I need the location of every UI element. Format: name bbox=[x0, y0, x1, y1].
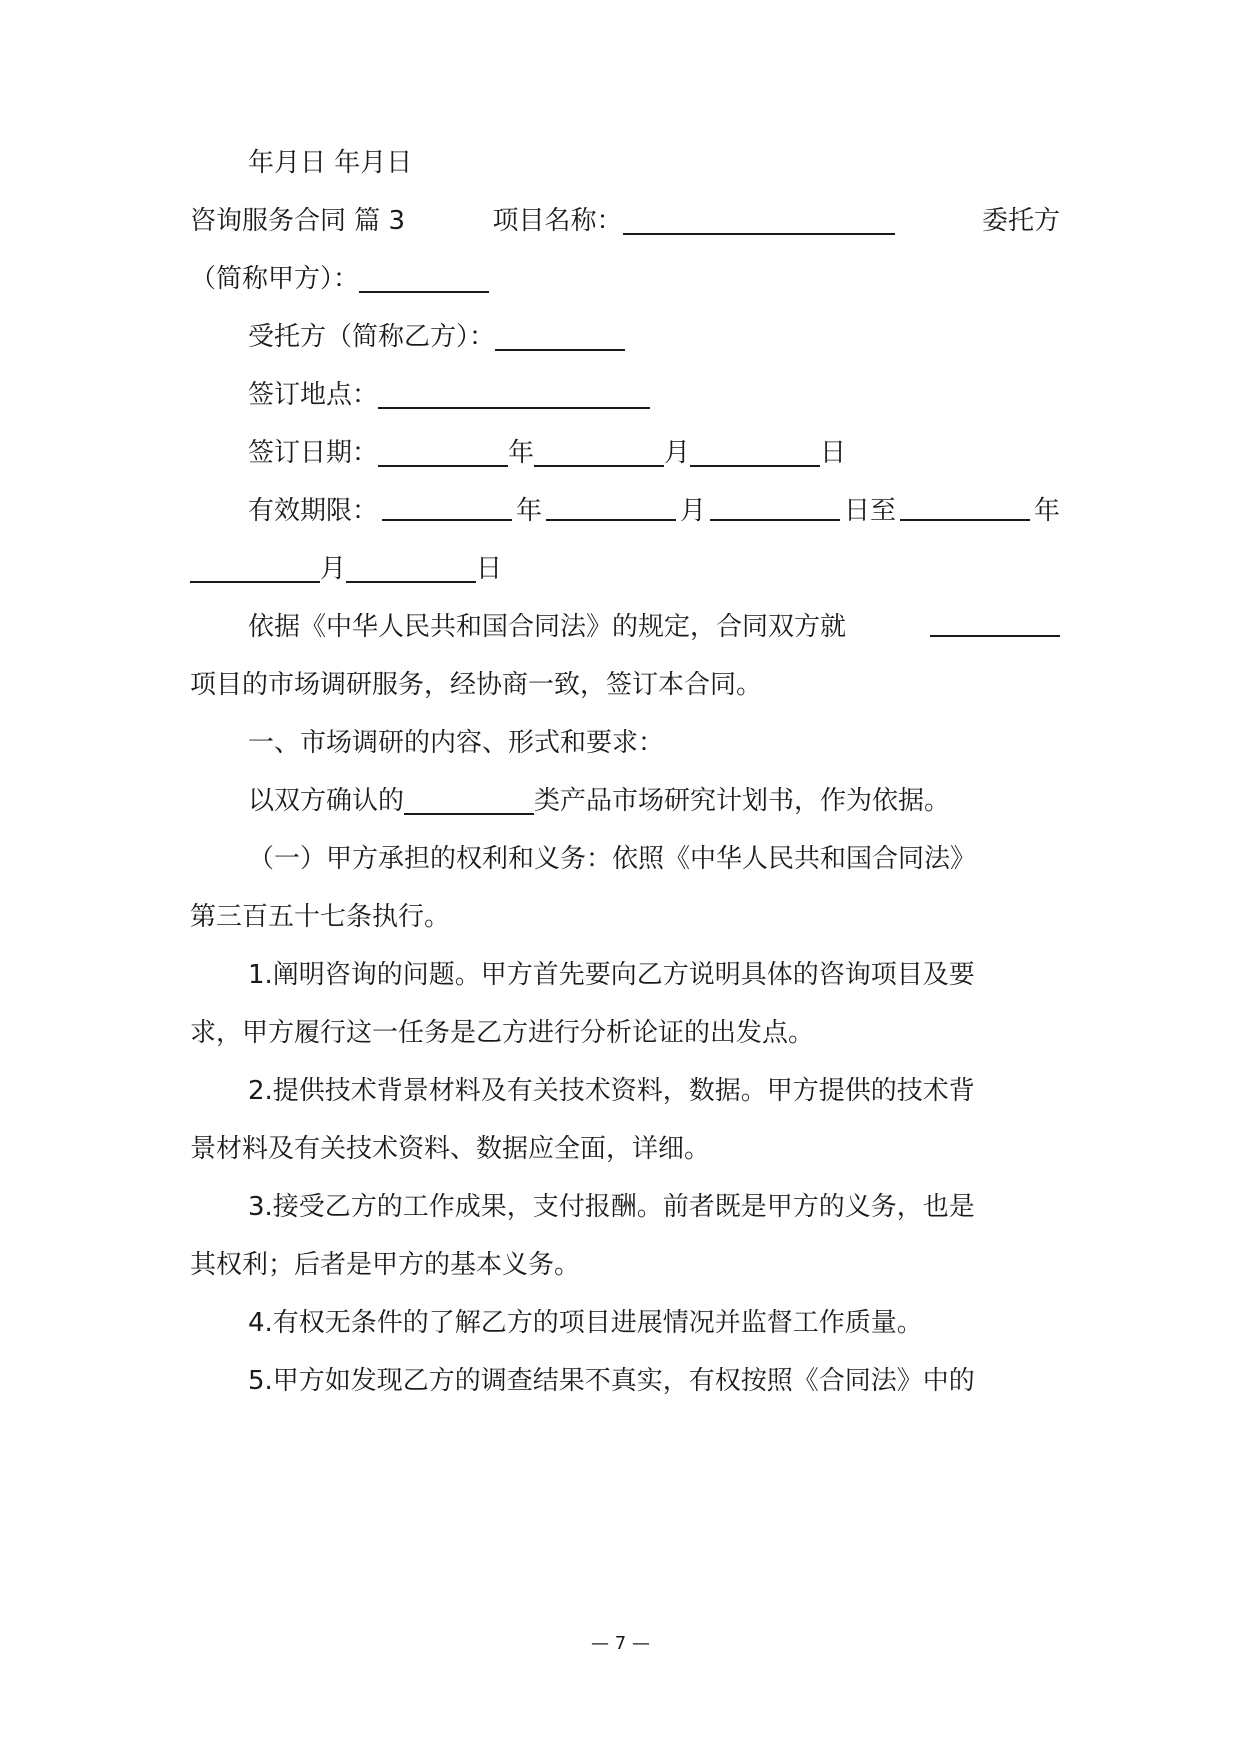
validity-line-cont: 月 日 bbox=[190, 549, 1060, 589]
contract-title-line bbox=[190, 201, 1060, 241]
valid-to-year-blank bbox=[900, 491, 1030, 521]
body-line: 以双方确认的 类产品市场研究计划书，作为依据。 bbox=[248, 786, 951, 816]
valid-from-day-blank bbox=[710, 491, 840, 521]
list-item: 1.阐明咨询的问题。甲方首先要向乙方说明具体的咨询项目及要 bbox=[248, 960, 975, 990]
signing-place-line: 签订地点： bbox=[248, 375, 1060, 415]
party-a-blank bbox=[359, 263, 489, 293]
product-type-blank bbox=[404, 785, 534, 815]
client-abbrev-line: （简称甲方）： bbox=[190, 259, 1060, 299]
sign-day-blank bbox=[690, 437, 820, 467]
body-line: 求，甲方履行这一任务是乙方进行分析论证的出发点。 bbox=[190, 1018, 815, 1048]
list-item: 2.提供技术背景材料及有关技术资料，数据。甲方提供的技术背 bbox=[248, 1076, 975, 1106]
project-name-label: 项目名称： bbox=[492, 206, 623, 236]
body-line: 项目的市场调研服务，经协商一致，签订本合同。 bbox=[190, 670, 763, 700]
valid-from-year-blank bbox=[382, 491, 512, 521]
validity-line: 有效期限： 年 月 日至 年 bbox=[248, 491, 1060, 531]
list-item: 3.接受乙方的工作成果，支付报酬。前者既是甲方的义务，也是 bbox=[248, 1192, 975, 1222]
body-line: 其权利；后者是甲方的基本义务。 bbox=[190, 1250, 581, 1280]
page-number: — 7 — bbox=[591, 1633, 650, 1654]
valid-from-month-blank bbox=[546, 491, 676, 521]
valid-to-day-blank bbox=[346, 553, 476, 583]
valid-to-month-blank bbox=[190, 553, 320, 583]
signing-place-blank bbox=[378, 379, 650, 409]
client-label: 委托方 bbox=[981, 206, 1060, 236]
project-blank bbox=[930, 607, 1060, 637]
project-name-blank bbox=[623, 205, 895, 235]
signing-date-line: 签订日期： 年 月 日 bbox=[248, 438, 847, 468]
body-line: 景材料及有关技术资料、数据应全面，详细。 bbox=[190, 1134, 711, 1164]
list-item: 4.有权无条件的了解乙方的项目进展情况并监督工作质量。 bbox=[248, 1308, 923, 1338]
body-line: 第三百五十七条执行。 bbox=[190, 902, 451, 932]
sign-month-blank bbox=[534, 437, 664, 467]
contractor-line: 受托方（简称乙方）： bbox=[248, 317, 1060, 357]
section-heading: 一、市场调研的内容、形式和要求： bbox=[248, 728, 665, 758]
subsection-heading: （一）甲方承担的权利和义务：依照《中华人民共和国合同法》 bbox=[248, 844, 977, 874]
list-item: 5.甲方如发现乙方的调查结果不真实，有权按照《合同法》中的 bbox=[248, 1366, 975, 1396]
basis-line: 依据《中华人民共和国合同法》的规定，合同双方就 bbox=[248, 607, 1060, 647]
sign-year-blank bbox=[378, 437, 508, 467]
contract-title: 咨询服务合同 篇 3 bbox=[190, 206, 406, 236]
date-line: 年月日 年月日 bbox=[248, 148, 413, 178]
party-b-blank bbox=[495, 321, 625, 351]
